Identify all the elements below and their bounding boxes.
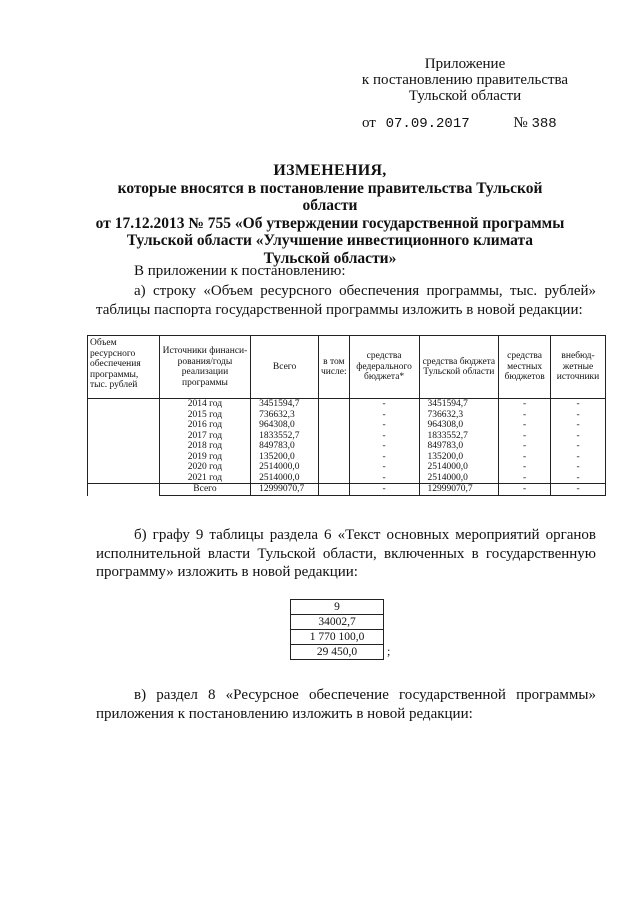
cell-federal: - bbox=[349, 452, 419, 463]
appendix-header bbox=[330, 56, 600, 104]
cell-empty bbox=[318, 473, 349, 484]
table-row bbox=[291, 630, 384, 645]
title-main: ИЗМЕНЕНИЯ, bbox=[273, 162, 387, 179]
item-b-text: б) графу 9 таблицы раздела 6 «Текст основных мероприятий органов исполнительной власти Тульской области, включенных в государственную программу» изложить в новой редакции: bbox=[96, 527, 596, 580]
date-prefix: от bbox=[362, 115, 376, 131]
title-line: Тульской области «Улучшение инвестиционного климата bbox=[126, 232, 534, 249]
cell-empty bbox=[318, 441, 349, 452]
item-v-text: в) раздел 8 «Ресурсное обеспечение государственной программы» приложения к постановлению изложить в новой редакции: bbox=[96, 687, 596, 722]
cell-federal: - bbox=[349, 473, 419, 484]
document-title bbox=[95, 162, 565, 267]
cell-regional: 849783,0 bbox=[419, 441, 499, 452]
cell-regional: 1833552,7 bbox=[419, 431, 499, 442]
cell-federal: - bbox=[349, 420, 419, 431]
cell-total: 849783,0 bbox=[251, 441, 319, 452]
header-cell: Всего bbox=[251, 336, 319, 399]
cell-year: 2019 год bbox=[159, 452, 250, 463]
cell-empty bbox=[88, 473, 160, 484]
cell-regional: 2514000,0 bbox=[419, 462, 499, 473]
header-cell: в том числе: bbox=[318, 336, 349, 399]
registration-line bbox=[362, 115, 622, 132]
header-cell: средства федерального бюджета* bbox=[349, 336, 419, 399]
cell-empty bbox=[88, 431, 160, 442]
header-cell: Объем ресурсного обеспечения программы, тыс. рублей bbox=[88, 336, 160, 399]
cell-local: - bbox=[499, 441, 551, 452]
cell-regional: 736632,3 bbox=[419, 410, 499, 421]
document-date: 07.09.2017 bbox=[385, 116, 470, 132]
cell-local: - bbox=[499, 473, 551, 484]
header-cell: Источники финанси-рования/годы реализации программы bbox=[159, 336, 250, 399]
cell-total: 135200,0 bbox=[251, 452, 319, 463]
cell-federal: - bbox=[349, 484, 419, 496]
header-cell: внебюд-жетные источники bbox=[551, 336, 606, 399]
cell-empty bbox=[318, 462, 349, 473]
cell-year: 2018 год bbox=[159, 441, 250, 452]
cell-total: 964308,0 bbox=[251, 420, 319, 431]
cell-year: 2015 год bbox=[159, 410, 250, 421]
cell-regional: 2514000,0 bbox=[419, 473, 499, 484]
cell-empty bbox=[88, 420, 160, 431]
resource-table bbox=[87, 335, 606, 496]
table-total-row bbox=[88, 484, 606, 496]
cell-year: 2020 год bbox=[159, 462, 250, 473]
cell-local: - bbox=[499, 420, 551, 431]
column9-value: 34002,7 bbox=[291, 615, 384, 630]
table-row bbox=[88, 462, 606, 473]
cell-total: 736632,3 bbox=[251, 410, 319, 421]
cell-extra: - bbox=[551, 473, 606, 484]
table-row bbox=[88, 420, 606, 431]
column9-header: 9 bbox=[291, 600, 384, 615]
title-line: Тульской области» bbox=[263, 249, 397, 267]
table-row bbox=[291, 615, 384, 630]
cell-year: 2016 год bbox=[159, 420, 250, 431]
cell-extra: - bbox=[551, 399, 606, 410]
cell-empty bbox=[318, 410, 349, 421]
item-b-paragraph bbox=[96, 526, 596, 582]
cell-regional: 3451594,7 bbox=[419, 399, 499, 410]
cell-total: 12999070,7 bbox=[251, 484, 319, 496]
table-row bbox=[88, 399, 606, 410]
cell-empty bbox=[88, 399, 160, 410]
table-row bbox=[291, 645, 384, 660]
cell-local: - bbox=[499, 452, 551, 463]
cell-empty bbox=[318, 484, 349, 496]
cell-regional: 135200,0 bbox=[419, 452, 499, 463]
cell-extra: - bbox=[551, 420, 606, 431]
title-line: которые вносятся в постановление правительства Тульской области bbox=[117, 179, 543, 214]
cell-empty bbox=[318, 431, 349, 442]
cell-year: 2014 год bbox=[159, 399, 250, 410]
cell-local: - bbox=[499, 431, 551, 442]
cell-total: 2514000,0 bbox=[251, 462, 319, 473]
table-row bbox=[88, 441, 606, 452]
table-row bbox=[88, 431, 606, 442]
table-row bbox=[88, 473, 606, 484]
cell-federal: - bbox=[349, 441, 419, 452]
cell-empty bbox=[88, 410, 160, 421]
cell-total-label: Всего bbox=[159, 484, 250, 496]
intro-paragraph bbox=[96, 262, 596, 281]
cell-total: 2514000,0 bbox=[251, 473, 319, 484]
cell-year: 2017 год bbox=[159, 431, 250, 442]
cell-local: - bbox=[499, 462, 551, 473]
appendix-line: Тульской области bbox=[408, 88, 522, 104]
item-a-text: а) строку «Объем ресурсного обеспечения программы, тыс. рублей» таблицы паспорта государственной программы изложить в новой редакции: bbox=[96, 283, 596, 318]
cell-extra: - bbox=[551, 431, 606, 442]
cell-federal: - bbox=[349, 462, 419, 473]
item-v-paragraph bbox=[96, 686, 596, 723]
appendix-line: к постановлению правительства bbox=[361, 72, 569, 88]
cell-federal: - bbox=[349, 410, 419, 421]
header-cell: средства местных бюджетов bbox=[499, 336, 551, 399]
cell-empty bbox=[318, 420, 349, 431]
cell-regional: 12999070,7 bbox=[419, 484, 499, 496]
cell-total: 3451594,7 bbox=[251, 399, 319, 410]
cell-extra: - bbox=[551, 452, 606, 463]
intro-text: В приложении к постановлению: bbox=[134, 263, 346, 279]
cell-extra: - bbox=[551, 410, 606, 421]
column9-value: 29 450,0 bbox=[291, 645, 384, 660]
cell-federal: - bbox=[349, 431, 419, 442]
cell-empty bbox=[88, 441, 160, 452]
cell-extra: - bbox=[551, 484, 606, 496]
cell-extra: - bbox=[551, 462, 606, 473]
table-row bbox=[291, 600, 384, 615]
column9-trailing: ; bbox=[387, 644, 391, 658]
cell-empty bbox=[88, 462, 160, 473]
table-row bbox=[88, 410, 606, 421]
cell-total: 1833552,7 bbox=[251, 431, 319, 442]
item-a-paragraph bbox=[96, 282, 596, 319]
number-prefix: № bbox=[513, 115, 528, 131]
table-header-row bbox=[88, 336, 606, 399]
cell-regional: 964308,0 bbox=[419, 420, 499, 431]
cell-extra: - bbox=[551, 441, 606, 452]
cell-empty bbox=[318, 399, 349, 410]
cell-local: - bbox=[499, 410, 551, 421]
document-number: 388 bbox=[531, 116, 557, 132]
table-row bbox=[88, 452, 606, 463]
cell-empty bbox=[88, 452, 160, 463]
cell-empty bbox=[88, 484, 160, 496]
cell-local: - bbox=[499, 484, 551, 496]
cell-empty bbox=[318, 452, 349, 463]
column9-value: 1 770 100,0 bbox=[291, 630, 384, 645]
cell-year: 2021 год bbox=[159, 473, 250, 484]
cell-federal: - bbox=[349, 399, 419, 410]
title-line: от 17.12.2013 № 755 «Об утверждении государственной программы bbox=[95, 214, 565, 232]
header-cell: средства бюджета Тульской области bbox=[419, 336, 499, 399]
cell-local: - bbox=[499, 399, 551, 410]
column9-table bbox=[290, 599, 384, 660]
appendix-line: Приложение bbox=[424, 56, 506, 72]
